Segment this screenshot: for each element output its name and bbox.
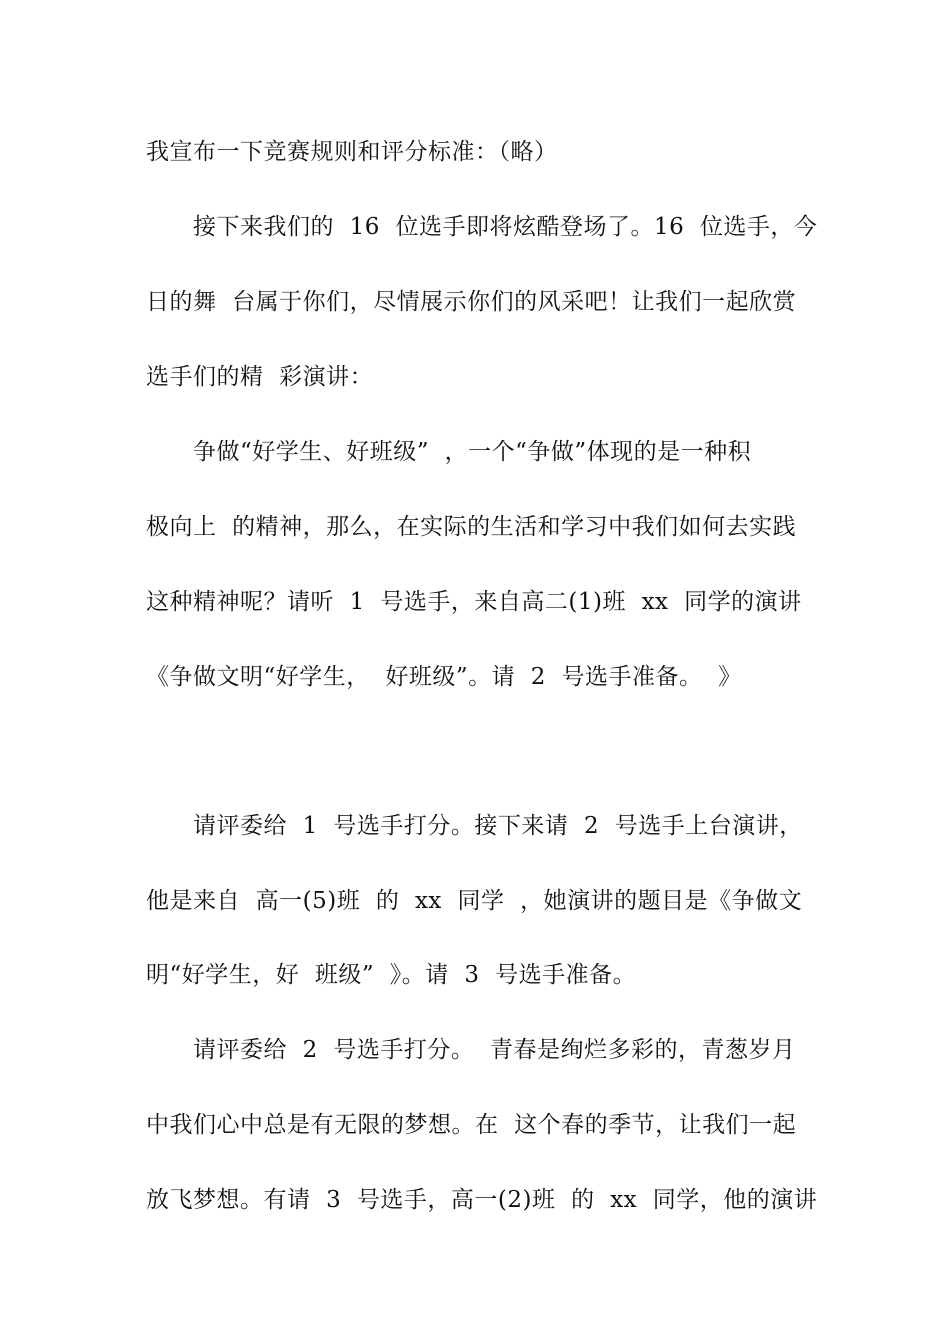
text-line: 请评委给 2 号选手打分。 青春是绚烂多彩的，青葱岁月 (193, 1037, 796, 1063)
text-line: 明“好学生，好 班级” 》。请 3 号选手准备。 (146, 962, 637, 988)
text-line: 极向上 的精神，那么，在实际的生活和学习中我们如何去实践 (146, 514, 797, 540)
text-line: 请评委给 1 号选手打分。接下来请 2 号选手上台演讲， (193, 813, 803, 839)
text-line: 这种精神呢？请听 1 号选手，来自高二(1)班 xx 同学的演讲 (146, 589, 802, 615)
text-line: 选手们的精 彩演讲： (146, 364, 374, 390)
text-line: 《争做文明“好学生， 好班级”。请 2 号选手准备。 》 (146, 664, 742, 690)
text-line: 他是来自 高一(5)班 的 xx 同学 ，她演讲的题目是《争做文 (146, 888, 803, 914)
text-line: 日的舞 台属于你们，尽情展示你们的风采吧！让我们一起欣赏 (146, 289, 797, 315)
text-line: 中我们心中总是有无限的梦想。在 这个春的季节，让我们一起 (146, 1112, 797, 1138)
text-line: 我宣布一下竞赛规则和评分标准：（略） (146, 139, 558, 165)
text-line: 放飞梦想。有请 3 号选手，高一(2)班 的 xx 同学，他的演讲 (146, 1187, 818, 1213)
text-line: 接下来我们的 16 位选手即将炫酷登场了。16 位选手，今 (193, 214, 818, 240)
text-line: 争做“好学生、好班级” ，一个“争做”体现的是一种积 (193, 439, 752, 465)
